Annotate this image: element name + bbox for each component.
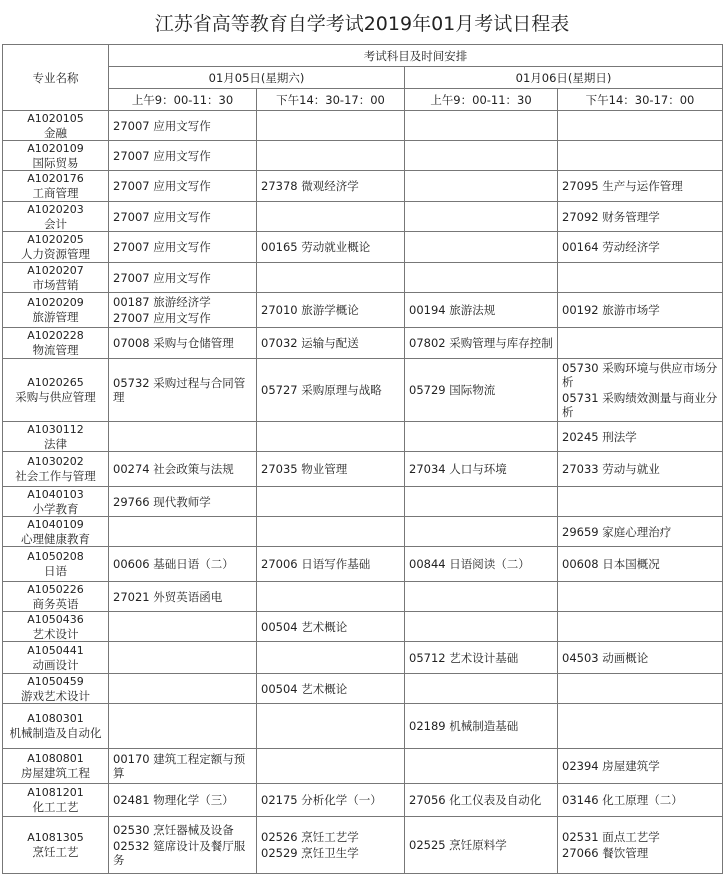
major-cell: [3, 202, 109, 232]
major-code: A1020176: [27, 172, 84, 185]
exam-subject: 27010 旅游学概论: [261, 303, 359, 317]
exam-subject: 05729 国际物流: [409, 383, 496, 397]
table-row: [3, 674, 723, 704]
arrangement-header: 考试科目及时间安排: [109, 45, 723, 67]
exam-slot-cell: [405, 263, 558, 293]
exam-slot-cell: [558, 704, 723, 749]
exam-subject: 27007 应用文写作: [113, 311, 211, 325]
table-row: [3, 784, 723, 817]
major-code: A1080301: [27, 712, 84, 725]
exam-subject: 00164 劳动经济学: [562, 240, 660, 254]
table-row: [3, 642, 723, 674]
major-cell: [3, 328, 109, 359]
exam-subject: 02526 烹饪工艺学: [261, 830, 359, 844]
major-name: 采购与供应管理: [15, 390, 96, 404]
table-row: [3, 517, 723, 547]
exam-slot-cell: [405, 171, 558, 202]
exam-slot-cell: [257, 674, 405, 704]
exam-slot-cell: [405, 704, 558, 749]
major-name: 社会工作与管理: [15, 469, 96, 483]
major-code: A1030202: [27, 455, 84, 468]
exam-slot-cell: [257, 582, 405, 612]
page-title: 江苏省高等教育自学考试2019年01月考试日程表: [154, 13, 570, 35]
major-name: 人力资源管理: [21, 247, 90, 261]
exam-subject: 00844 日语阅读（二）: [409, 557, 530, 571]
exam-subject: 27033 劳动与就业: [562, 462, 660, 476]
exam-slot-cell: [109, 582, 257, 612]
exam-slot-cell: [109, 487, 257, 517]
exam-slot-cell: [558, 749, 723, 784]
exam-slot-cell: [257, 452, 405, 487]
exam-subject: 27007 应用文写作: [113, 270, 211, 285]
exam-subject: 27007 应用文写作: [113, 179, 211, 193]
exam-subject: 29659 家庭心理治疗: [562, 524, 672, 539]
exam-slot-cell: [109, 141, 257, 171]
time-header-day1-pm: 下午14：30-17：00: [257, 89, 405, 111]
exam-subject: 27007 应用文写作: [113, 148, 211, 163]
table-row: [3, 141, 723, 171]
exam-slot-cell: [558, 582, 723, 612]
exam-slot-cell: [109, 263, 257, 293]
major-name: 工商管理: [32, 186, 79, 200]
major-cell: [3, 141, 109, 171]
exam-slot-cell: [257, 517, 405, 547]
major-name: 动画设计: [32, 657, 79, 672]
exam-slot-cell: [109, 111, 257, 141]
major-name: 小学教育: [32, 501, 79, 516]
exam-slot-cell: [109, 642, 257, 674]
exam-slot-cell: [405, 817, 558, 874]
major-name: 国际贸易: [32, 155, 79, 170]
exam-subject: 02175 分析化学（一）: [261, 793, 382, 807]
exam-slot-cell: [558, 263, 723, 293]
exam-slot-cell: [558, 359, 723, 422]
major-cell: [3, 784, 109, 817]
major-code: A1050436: [27, 612, 84, 626]
table-row: [3, 452, 723, 487]
exam-subject: 00187 旅游经济学: [113, 295, 211, 309]
exam-slot-cell: [109, 452, 257, 487]
exam-slot-cell: [405, 612, 558, 642]
time-header-day1-am: 上午9：00-11：30: [109, 89, 257, 111]
major-code: A1081201: [27, 786, 84, 799]
exam-slot-cell: [558, 202, 723, 232]
exam-slot-cell: [405, 452, 558, 487]
major-cell: [3, 674, 109, 704]
exam-slot-cell: [558, 642, 723, 674]
major-code: A1080801: [27, 752, 84, 765]
exam-slot-cell: [257, 232, 405, 263]
major-code: A1040103: [27, 487, 84, 501]
major-name: 烹饪工艺: [32, 845, 79, 859]
table-row: [3, 704, 723, 749]
major-code: A1030112: [27, 422, 84, 436]
exam-slot-cell: [257, 263, 405, 293]
major-name: 商务英语: [32, 596, 79, 611]
table-row: [3, 202, 723, 232]
exam-slot-cell: [109, 359, 257, 422]
exam-slot-cell: [405, 141, 558, 171]
exam-subject: 00165 劳动就业概论: [261, 240, 371, 254]
exam-subject: 00504 艺术概论: [261, 681, 348, 696]
major-cell: [3, 517, 109, 547]
exam-slot-cell: [405, 422, 558, 452]
exam-slot-cell: [109, 704, 257, 749]
exam-slot-cell: [558, 784, 723, 817]
exam-subject: 05727 采购原理与战略: [261, 383, 382, 397]
exam-slot-cell: [257, 749, 405, 784]
major-cell: [3, 749, 109, 784]
exam-slot-cell: [405, 642, 558, 674]
table-row: [3, 232, 723, 263]
time-header-day2-am: 上午9：00-11：30: [405, 89, 558, 111]
major-code: A1020105: [27, 111, 84, 125]
exam-subject: 27021 外贸英语函电: [113, 589, 223, 604]
exam-subject: 27035 物业管理: [261, 462, 348, 476]
major-cell: [3, 293, 109, 328]
exam-slot-cell: [558, 517, 723, 547]
major-cell: [3, 111, 109, 141]
exam-slot-cell: [109, 817, 257, 874]
day-header-2: 01月06日(星期日): [405, 67, 723, 89]
major-code: A1050441: [27, 643, 84, 657]
exam-slot-cell: [257, 422, 405, 452]
table-row: [3, 293, 723, 328]
major-column-header: 专业名称: [3, 45, 109, 111]
exam-subject: 02529 烹饪卫生学: [261, 846, 359, 860]
exam-slot-cell: [558, 674, 723, 704]
exam-slot-cell: [558, 817, 723, 874]
major-code: A1040109: [27, 517, 84, 531]
exam-slot-cell: [405, 202, 558, 232]
exam-subject: 27034 人口与环境: [409, 462, 507, 476]
major-cell: [3, 359, 109, 422]
major-code: A1050459: [27, 674, 84, 688]
exam-slot-cell: [405, 749, 558, 784]
exam-subject: 05712 艺术设计基础: [409, 650, 519, 665]
exam-slot-cell: [109, 328, 257, 359]
exam-subject: 27007 应用文写作: [113, 118, 211, 133]
table-row: [3, 171, 723, 202]
major-code: A1020203: [27, 202, 84, 216]
exam-subject: 02532 筵席设计及餐厅服务: [113, 839, 246, 867]
table-row: [3, 547, 723, 582]
exam-slot-cell: [558, 487, 723, 517]
table-row: [3, 328, 723, 359]
major-name: 机械制造及自动化: [9, 726, 102, 740]
exam-subject: 27378 微观经济学: [261, 179, 359, 193]
exam-slot-cell: [257, 359, 405, 422]
exam-subject: 00274 社会政策与法规: [113, 462, 234, 476]
exam-subject: 27092 财务管理学: [562, 209, 660, 224]
major-code: A1050208: [27, 550, 84, 563]
exam-slot-cell: [558, 111, 723, 141]
exam-slot-cell: [405, 328, 558, 359]
exam-subject: 00504 艺术概论: [261, 619, 348, 634]
major-name: 游戏艺术设计: [21, 688, 90, 703]
exam-subject: 27056 化工仪表及自动化: [409, 793, 542, 807]
exam-slot-cell: [257, 111, 405, 141]
exam-slot-cell: [257, 328, 405, 359]
major-cell: [3, 263, 109, 293]
exam-slot-cell: [109, 232, 257, 263]
exam-subject: 00608 日本国概况: [562, 557, 660, 571]
major-cell: [3, 452, 109, 487]
exam-subject: 03146 化工原理（二）: [562, 793, 683, 807]
exam-subject: 29766 现代教师学: [113, 494, 211, 509]
exam-slot-cell: [257, 784, 405, 817]
exam-subject: 07008 采购与仓储管理: [113, 336, 234, 350]
exam-subject: 02394 房屋建筑学: [562, 759, 660, 773]
major-cell: [3, 547, 109, 582]
exam-subject: 07802 采购管理与库存控制: [409, 336, 553, 350]
major-cell: [3, 171, 109, 202]
exam-slot-cell: [405, 674, 558, 704]
exam-slot-cell: [257, 171, 405, 202]
exam-slot-cell: [109, 202, 257, 232]
table-row: [3, 612, 723, 642]
exam-slot-cell: [109, 749, 257, 784]
exam-subject: 27066 餐饮管理: [562, 846, 649, 860]
exam-slot-cell: [558, 422, 723, 452]
major-code: A1020209: [27, 296, 84, 309]
exam-slot-cell: [257, 487, 405, 517]
exam-slot-cell: [558, 547, 723, 582]
exam-slot-cell: [257, 547, 405, 582]
major-cell: [3, 232, 109, 263]
table-row: [3, 582, 723, 612]
exam-subject: 02530 烹饪器械及设备: [113, 823, 234, 837]
exam-slot-cell: [558, 452, 723, 487]
major-name: 心理健康教育: [21, 531, 90, 546]
exam-slot-cell: [558, 232, 723, 263]
exam-slot-cell: [558, 293, 723, 328]
major-cell: [3, 422, 109, 452]
schedule-body: [3, 111, 723, 874]
major-name: 市场营销: [32, 277, 79, 292]
exam-subject: 00194 旅游法规: [409, 303, 496, 317]
major-name: 金融: [44, 125, 67, 140]
exam-subject: 00606 基础日语（二）: [113, 557, 234, 571]
exam-subject: 00170 建筑工程定额与预算: [113, 752, 246, 780]
exam-subject: 27007 应用文写作: [113, 240, 211, 254]
exam-slot-cell: [257, 202, 405, 232]
exam-slot-cell: [405, 784, 558, 817]
day-header-1: 01月05日(星期六): [109, 67, 405, 89]
table-row: [3, 111, 723, 141]
exam-slot-cell: [257, 293, 405, 328]
exam-slot-cell: [405, 293, 558, 328]
exam-slot-cell: [405, 517, 558, 547]
major-code: A1020205: [27, 233, 84, 246]
table-row: [3, 359, 723, 422]
major-name: 旅游管理: [32, 310, 79, 324]
exam-slot-cell: [405, 232, 558, 263]
major-cell: [3, 582, 109, 612]
table-row: [3, 422, 723, 452]
exam-subject: 00192 旅游市场学: [562, 303, 660, 317]
exam-slot-cell: [109, 674, 257, 704]
exam-slot-cell: [109, 784, 257, 817]
exam-subject: 02481 物理化学（三）: [113, 793, 234, 807]
major-name: 物流管理: [32, 343, 79, 357]
exam-slot-cell: [558, 171, 723, 202]
exam-slot-cell: [558, 141, 723, 171]
major-name: 艺术设计: [32, 626, 79, 641]
exam-slot-cell: [257, 642, 405, 674]
exam-slot-cell: [558, 612, 723, 642]
table-row: [3, 263, 723, 293]
exam-slot-cell: [405, 487, 558, 517]
exam-slot-cell: [109, 171, 257, 202]
major-code: A1081305: [27, 831, 84, 844]
exam-subject: 05731 采购绩效测量与商业分析: [562, 391, 718, 419]
exam-slot-cell: [109, 422, 257, 452]
major-code: A1020265: [27, 376, 84, 389]
exam-slot-cell: [257, 141, 405, 171]
major-cell: [3, 704, 109, 749]
major-cell: [3, 642, 109, 674]
major-code: A1050226: [27, 582, 84, 596]
exam-slot-cell: [257, 817, 405, 874]
exam-slot-cell: [109, 517, 257, 547]
major-code: A1020109: [27, 141, 84, 155]
exam-subject: 05732 采购过程与合同管理: [113, 376, 246, 404]
major-cell: [3, 487, 109, 517]
exam-subject: 07032 运输与配送: [261, 336, 359, 350]
exam-subject: 02189 机械制造基础: [409, 719, 519, 733]
exam-slot-cell: [405, 359, 558, 422]
exam-slot-cell: [405, 547, 558, 582]
exam-subject: 20245 刑法学: [562, 429, 637, 444]
exam-subject: 27095 生产与运作管理: [562, 179, 683, 193]
exam-subject: 04503 动画概论: [562, 650, 649, 665]
exam-subject: 27006 日语写作基础: [261, 557, 371, 571]
exam-slot-cell: [109, 547, 257, 582]
major-cell: [3, 612, 109, 642]
major-name: 法律: [44, 436, 67, 451]
exam-slot-cell: [109, 293, 257, 328]
exam-subject: 27007 应用文写作: [113, 209, 211, 224]
major-code: A1020207: [27, 263, 84, 277]
major-cell: [3, 817, 109, 874]
exam-subject: 02531 面点工艺学: [562, 830, 660, 844]
exam-slot-cell: [405, 111, 558, 141]
exam-slot-cell: [109, 612, 257, 642]
time-header-day2-pm: 下午14：30-17：00: [558, 89, 723, 111]
major-code: A1020228: [27, 329, 84, 342]
major-name: 会计: [44, 216, 67, 231]
exam-subject: 05730 采购环境与供应市场分析: [562, 361, 718, 389]
major-name: 化工工艺: [32, 800, 79, 814]
table-row: [3, 817, 723, 874]
exam-slot-cell: [558, 328, 723, 359]
major-name: 日语: [44, 564, 67, 578]
exam-schedule-table: [2, 44, 723, 874]
exam-slot-cell: [405, 582, 558, 612]
exam-subject: 02525 烹饪原料学: [409, 838, 507, 852]
table-row: [3, 749, 723, 784]
table-row: [3, 487, 723, 517]
exam-slot-cell: [257, 704, 405, 749]
major-name: 房屋建筑工程: [21, 766, 90, 780]
exam-slot-cell: [257, 612, 405, 642]
